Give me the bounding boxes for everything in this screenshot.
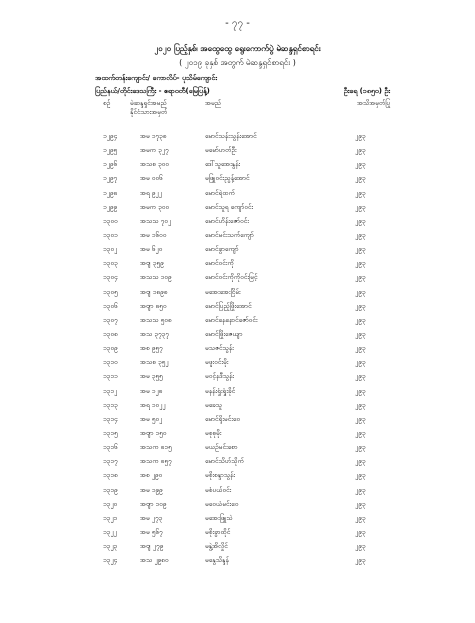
registration-number: အသ ၂၉၈၀ [140, 556, 169, 565]
table-row [0, 443, 475, 457]
voter-list [0, 132, 475, 570]
row-value: ၂၉၃ [355, 386, 366, 395]
row-number: ၁၃၀၉ [103, 344, 118, 353]
row-number: ၁၃၁၇ [103, 457, 118, 466]
table-row [0, 401, 475, 415]
row-number: ၁၃၀၃ [103, 259, 118, 268]
voter-name: မနွေသိန္ဒန် [205, 556, 229, 565]
table-row [0, 316, 475, 330]
voter-name: မောင်ပြည့်ဖြိုးအောင် [205, 301, 252, 310]
location-label: အထက်တန်းကျောင်း/ ကောလိပ်- ပုသိမ်ကျောင်း [95, 74, 218, 82]
table-row [0, 231, 475, 245]
row-value: ၂၉၃ [355, 315, 366, 324]
row-number: ၁၃၂၃ [103, 542, 118, 551]
voter-name: မောင်ဝင်းကိုကိုဝင်းမြင့် [205, 273, 258, 282]
row-value: ၂၉၃ [355, 287, 366, 296]
table-row [0, 330, 475, 344]
row-number: ၁၃၀၆ [103, 301, 118, 310]
document-title: ၂၀၂၀ ပြည့်နှစ်၊ အထွေထွေ ရွေးကောက်ပွဲ မဲဆန္ဒရှင်စာရင်း [154, 44, 321, 53]
registration-number: အသသ ၁၀၉ [140, 273, 172, 282]
table-row [0, 556, 475, 570]
row-value: ၂၉၃ [355, 527, 366, 536]
page-number: - ၇၇ - [225, 18, 250, 29]
registration-number: အသသ ၇၀၂ [140, 216, 172, 225]
row-value: ၂၉၃ [355, 329, 366, 338]
voter-name: မောင်ဝင်းကို [205, 259, 234, 268]
row-value: ၂၉၃ [355, 443, 366, 452]
voter-name: မခေသူ [205, 400, 222, 409]
table-row [0, 457, 475, 471]
table-row [0, 174, 475, 188]
row-number: ၁၃၀၅ [103, 287, 118, 296]
registration-number: အသက ၈၁၅ [140, 443, 172, 452]
table-row [0, 132, 475, 146]
voter-name: မဖူးဝင်းမိုး [205, 358, 229, 367]
row-value: ၂၉၃ [355, 414, 366, 423]
row-number: ၁၃၁၅ [103, 428, 118, 437]
row-value: ၂၉၃ [355, 344, 366, 353]
row-number: ၁၃၀၄ [103, 273, 118, 282]
row-value: ၂၉၃ [355, 230, 366, 239]
column-header-registrant-sub: နိုင်ငံသားအမှတ် [130, 108, 168, 116]
registration-number: အဗျာ ၈၅၀ [140, 301, 167, 310]
row-number: ၁၃၁၈ [103, 471, 118, 480]
registration-number: အသစ ၃၅၂ [140, 358, 169, 367]
row-number: ၁၃၂၄ [103, 556, 118, 565]
total-count-label: ဦးရေ (၁၈၅၀) ဦး [343, 87, 390, 95]
row-value: ၂၉၃ [355, 428, 366, 437]
voter-name: မစံပယ်ဝင်း [205, 485, 232, 494]
row-value: ၂၉၃ [355, 273, 366, 282]
row-value: ၂၉၃ [355, 471, 366, 480]
voter-name: မစိုးခွာထိုင် [205, 527, 231, 536]
registration-number: အဗျာ ၁၀၉ [140, 499, 167, 508]
table-row [0, 344, 475, 358]
row-number: ၁၂၉၈ [103, 188, 118, 197]
row-number: ၁၃၂၁ [103, 513, 118, 522]
table-row [0, 387, 475, 401]
row-number: ၁၃၂၂ [103, 527, 117, 536]
voter-name: မဝေယံမင်းဝေ [205, 499, 239, 508]
row-number: ၁၃၀၁ [103, 230, 118, 239]
table-row [0, 217, 475, 231]
voter-name: မောင်ရိုးမင်းဝေ [205, 414, 241, 423]
voter-name: မနွဲ့အိလှိုင် [205, 542, 228, 551]
registration-number: အဗျ ၃၅၉ [140, 259, 164, 268]
registration-number: အဗျ ၂၇၉ [140, 542, 164, 551]
row-number: ၁၂၉၉ [103, 202, 118, 211]
registration-number: အမ ၃၅၅ [140, 372, 163, 381]
registration-number: အမ ၁၉၉ [140, 485, 163, 494]
row-value: ၂၉၃ [355, 556, 366, 565]
registration-number: အရ ၁၀၂၂ [140, 400, 166, 409]
row-value: ၂၉၃ [355, 259, 366, 268]
table-row [0, 415, 475, 429]
registration-number: အသစ ၃၀၀ [140, 160, 169, 169]
table-row [0, 471, 475, 485]
registration-number: အမက ၃၀၀ [140, 202, 170, 211]
row-number: ၁၃၀၈ [103, 329, 118, 338]
voter-name: မောင်သိဟ်သိုက် [205, 457, 244, 466]
voter-name: မောင်ဟိန်းဇော်ဝင်း [205, 216, 249, 225]
registration-number: အစ ၂၉၀ [140, 471, 163, 480]
registration-number: အမ ၂၇၃ [140, 513, 163, 522]
table-row [0, 514, 475, 528]
row-value: ၂၉၃ [355, 202, 366, 211]
table-row [0, 245, 475, 259]
row-number: ၁၃၀၇ [103, 315, 118, 324]
table-row [0, 146, 475, 160]
registration-number: အမက ၃၂၇ [140, 146, 169, 155]
row-number: ၁၃၂၀ [103, 499, 118, 508]
voter-name: မောင်ရဲထက် [205, 188, 235, 197]
table-row [0, 528, 475, 542]
table-row [0, 500, 475, 514]
row-value: ၂၉၃ [355, 485, 366, 494]
row-number: ၁၃၀၂ [103, 245, 118, 254]
row-number: ၁၂၉၆ [103, 160, 118, 169]
table-row [0, 273, 475, 287]
row-number: ၁၃၁၀ [103, 358, 118, 367]
row-value: ၂၉၃ [355, 301, 366, 310]
registration-number: အမ ၆၂၀ [140, 245, 163, 254]
registration-number: အမ ၁၆၀၀ [140, 230, 167, 239]
row-value: ၂၉၃ [355, 457, 366, 466]
row-number: ၁၂၉၅ [103, 146, 118, 155]
row-value: ၂၉၃ [355, 216, 366, 225]
region-label: ပြည်နယ်/တိုင်းဒေသကြီး - ဧရာဝတီ(မြေပြန့်) [95, 87, 210, 95]
table-row [0, 302, 475, 316]
document-subtitle: ( ၂၀၁၉ ခုနှစ် အတွက် မဲဆန္ဒရှင်စာရင်း ) [179, 58, 296, 67]
registration-number: အသ ၃၇၃၇ [140, 329, 169, 338]
voter-name: မနန်းရှုံးရှုံးခိုင် [205, 386, 236, 395]
registration-number: အဗျ ၁၈၉၈ [140, 287, 168, 296]
voter-name: မယဉ်မင်းစော [205, 443, 238, 452]
registration-number: အဗျာ ၁၅၀ [140, 428, 167, 437]
registration-number: အသက ၈၅၇ [140, 457, 172, 466]
registration-number: အစ ၉၅၇ [140, 344, 163, 353]
voter-name: မောင်သန်းသွန်းအောင် [205, 132, 257, 140]
table-row [0, 288, 475, 302]
table-row [0, 429, 475, 443]
row-number: ၁၂၉၇ [103, 174, 118, 183]
row-value: ၂၉၃ [355, 358, 366, 367]
table-row [0, 542, 475, 556]
column-header-registrant: မဲဆန္ဒရှင်အမည် [130, 99, 167, 107]
column-header-name: အမည် [205, 99, 221, 107]
row-value: ၂၉၃ [355, 513, 366, 522]
voter-name: ဒေါ်သူအေးနွန်း [205, 160, 241, 169]
registration-number: အသသ ၅၀၈ [140, 315, 172, 324]
voter-name: မသဇင်သွန်း [205, 344, 234, 353]
row-value: ၂၉၃ [355, 132, 366, 140]
row-value: ၂၉၃ [355, 400, 366, 409]
voter-name: မဖြူဝင်းညွန့်အောင် [205, 174, 250, 183]
voter-name: မအေးဖြူသဲ [205, 513, 233, 522]
voter-name: မောင်ခွာကျော် [205, 245, 239, 254]
voter-name: မစိုးစန္ဒာသွန်း [205, 471, 236, 480]
row-value: ၂၉၃ [355, 146, 366, 155]
row-number: ၁၃၁၂ [103, 386, 118, 395]
table-row [0, 486, 475, 500]
voter-name: မအေးအေးငြိမ်း [205, 287, 241, 296]
column-header-value: အသိအမှတ်ပြု [356, 99, 390, 107]
column-header-no: စဉ် [103, 99, 111, 107]
row-number: ၁၃၁၃ [103, 400, 118, 409]
table-row [0, 189, 475, 203]
row-number: ၁၃၀၀ [103, 216, 118, 225]
registration-number: အမ ၅၀၂ [140, 414, 163, 423]
voter-name: မောင်မင်းသက်ကျော် [205, 230, 254, 239]
row-value: ၂၉၃ [355, 542, 366, 551]
voter-name: မောင်ဖြိုးဇေယျာ [205, 329, 243, 338]
table-row [0, 372, 475, 386]
row-number: ၁၃၁၄ [103, 414, 118, 423]
voter-name: မောင်သူရ ကျော်ဝင်း [205, 202, 254, 211]
row-number: ၁၃၁၁ [103, 372, 118, 381]
row-value: ၂၉၃ [355, 174, 366, 183]
table-row [0, 203, 475, 217]
registration-number: အရ ၉၂၂ [140, 188, 162, 197]
table-row [0, 358, 475, 372]
voter-name: မဝင့်နဒီသွန်း [205, 372, 235, 381]
registration-number: အမ ၁၂၈ [140, 386, 163, 395]
registration-number: အမ ၅၆၇ [140, 527, 163, 536]
row-number: ၁၂၉၄ [103, 132, 118, 140]
registration-number: အမ ၁၇၃၈ [140, 132, 167, 140]
row-number: ၁၃၁၆ [103, 443, 118, 452]
row-number: ၁၃၁၉ [103, 485, 118, 494]
row-value: ၂၉၃ [355, 245, 366, 254]
voter-name: မောင်နေနောင်ဇော်ဝင်း [205, 315, 258, 324]
row-value: ၂၉၃ [355, 499, 366, 508]
voter-name: မစုစုမိုး [205, 428, 222, 437]
table-row [0, 259, 475, 273]
registration-number: အမ ၀၀၆ [140, 174, 163, 183]
table-row [0, 160, 475, 174]
row-value: ၂၉၃ [355, 188, 366, 197]
row-value: ၂၉၃ [355, 372, 366, 381]
voter-name: မမော်ဟတ်ဦး [205, 146, 237, 155]
row-value: ၂၉၃ [355, 160, 366, 169]
